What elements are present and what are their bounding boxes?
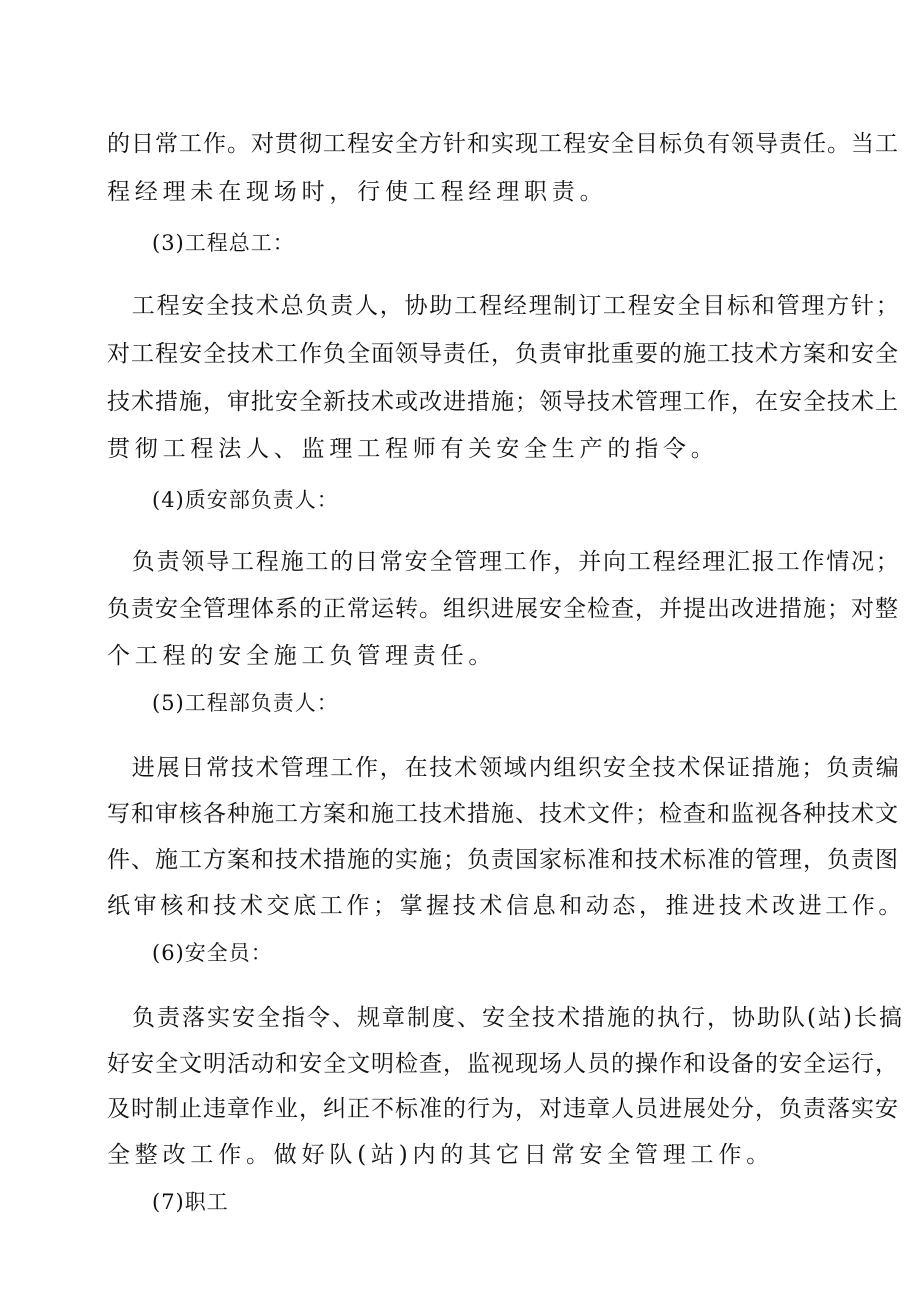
paragraph-line: 个工程的安全施工负管理责任。 (107, 643, 497, 669)
paragraph-line: 负责安全管理体系的正常运转。组织进展安全检查，并提出改进措施；对整 (107, 596, 899, 622)
paragraph-line: 的日常工作。对贯彻工程安全方针和实现工程安全目标负有领导责任。当工 (107, 131, 899, 157)
paragraph-line: 负责领导工程施工的日常安全管理工作，并向工程经理汇报工作情况； (107, 549, 901, 575)
paragraph-line: 写和审核各种施工方案和施工技术措施、技术文件；检查和监视各种技术文 (107, 801, 899, 827)
paragraph-line: 程经理未在现场时，行使工程经理职责。 (107, 179, 608, 205)
section-heading-quality-safety: (4)质安部负责人： (152, 488, 339, 512)
paragraph-line: 件、施工方案和技术措施的实施；负责国家标准和技术标准的管理，负责图 (107, 847, 899, 873)
paragraph-line: 对工程安全技术工作负全面领导责任，负责审批重要的施工技术方案和安全 (107, 341, 899, 367)
paragraph-line: 负责落实安全指令、规章制度、安全技术措施的执行，协助队(站)长搞 (107, 1005, 904, 1031)
paragraph-line: 全整改工作。做好队(站)内的其它日常安全管理工作。 (107, 1142, 774, 1168)
paragraph-line: 技术措施，审批安全新技术或改进措施；领导技术管理工作，在安全技术上 (107, 389, 899, 415)
section-heading-safety-officer: (6)安全员： (152, 941, 273, 965)
paragraph-line: 工程安全技术总负责人，协助工程经理制订工程安全目标和管理方针； (107, 293, 901, 319)
paragraph-line: 贯彻工程法人、监理工程师有关安全生产的指令。 (107, 436, 719, 462)
paragraph-line: 好安全文明活动和安全文明检查，监视现场人员的操作和设备的安全运行， (107, 1051, 899, 1077)
paragraph-line: 及时制止违章作业，纠正不标准的行为，对违章人员进展处分，负责落实安 (107, 1096, 899, 1122)
section-heading-engineering-dept: (5)工程部负责人： (152, 691, 339, 715)
section-heading-staff: (7)职工 (152, 1190, 229, 1214)
paragraph-line: 纸审核和技术交底工作；掌握技术信息和动态，推进技术改进工作。 (107, 893, 905, 919)
paragraph-line: 进展日常技术管理工作，在技术领域内组织安全技术保证措施；负责编 (107, 755, 901, 781)
section-heading-chief-engineer: (3)工程总工： (152, 231, 295, 255)
